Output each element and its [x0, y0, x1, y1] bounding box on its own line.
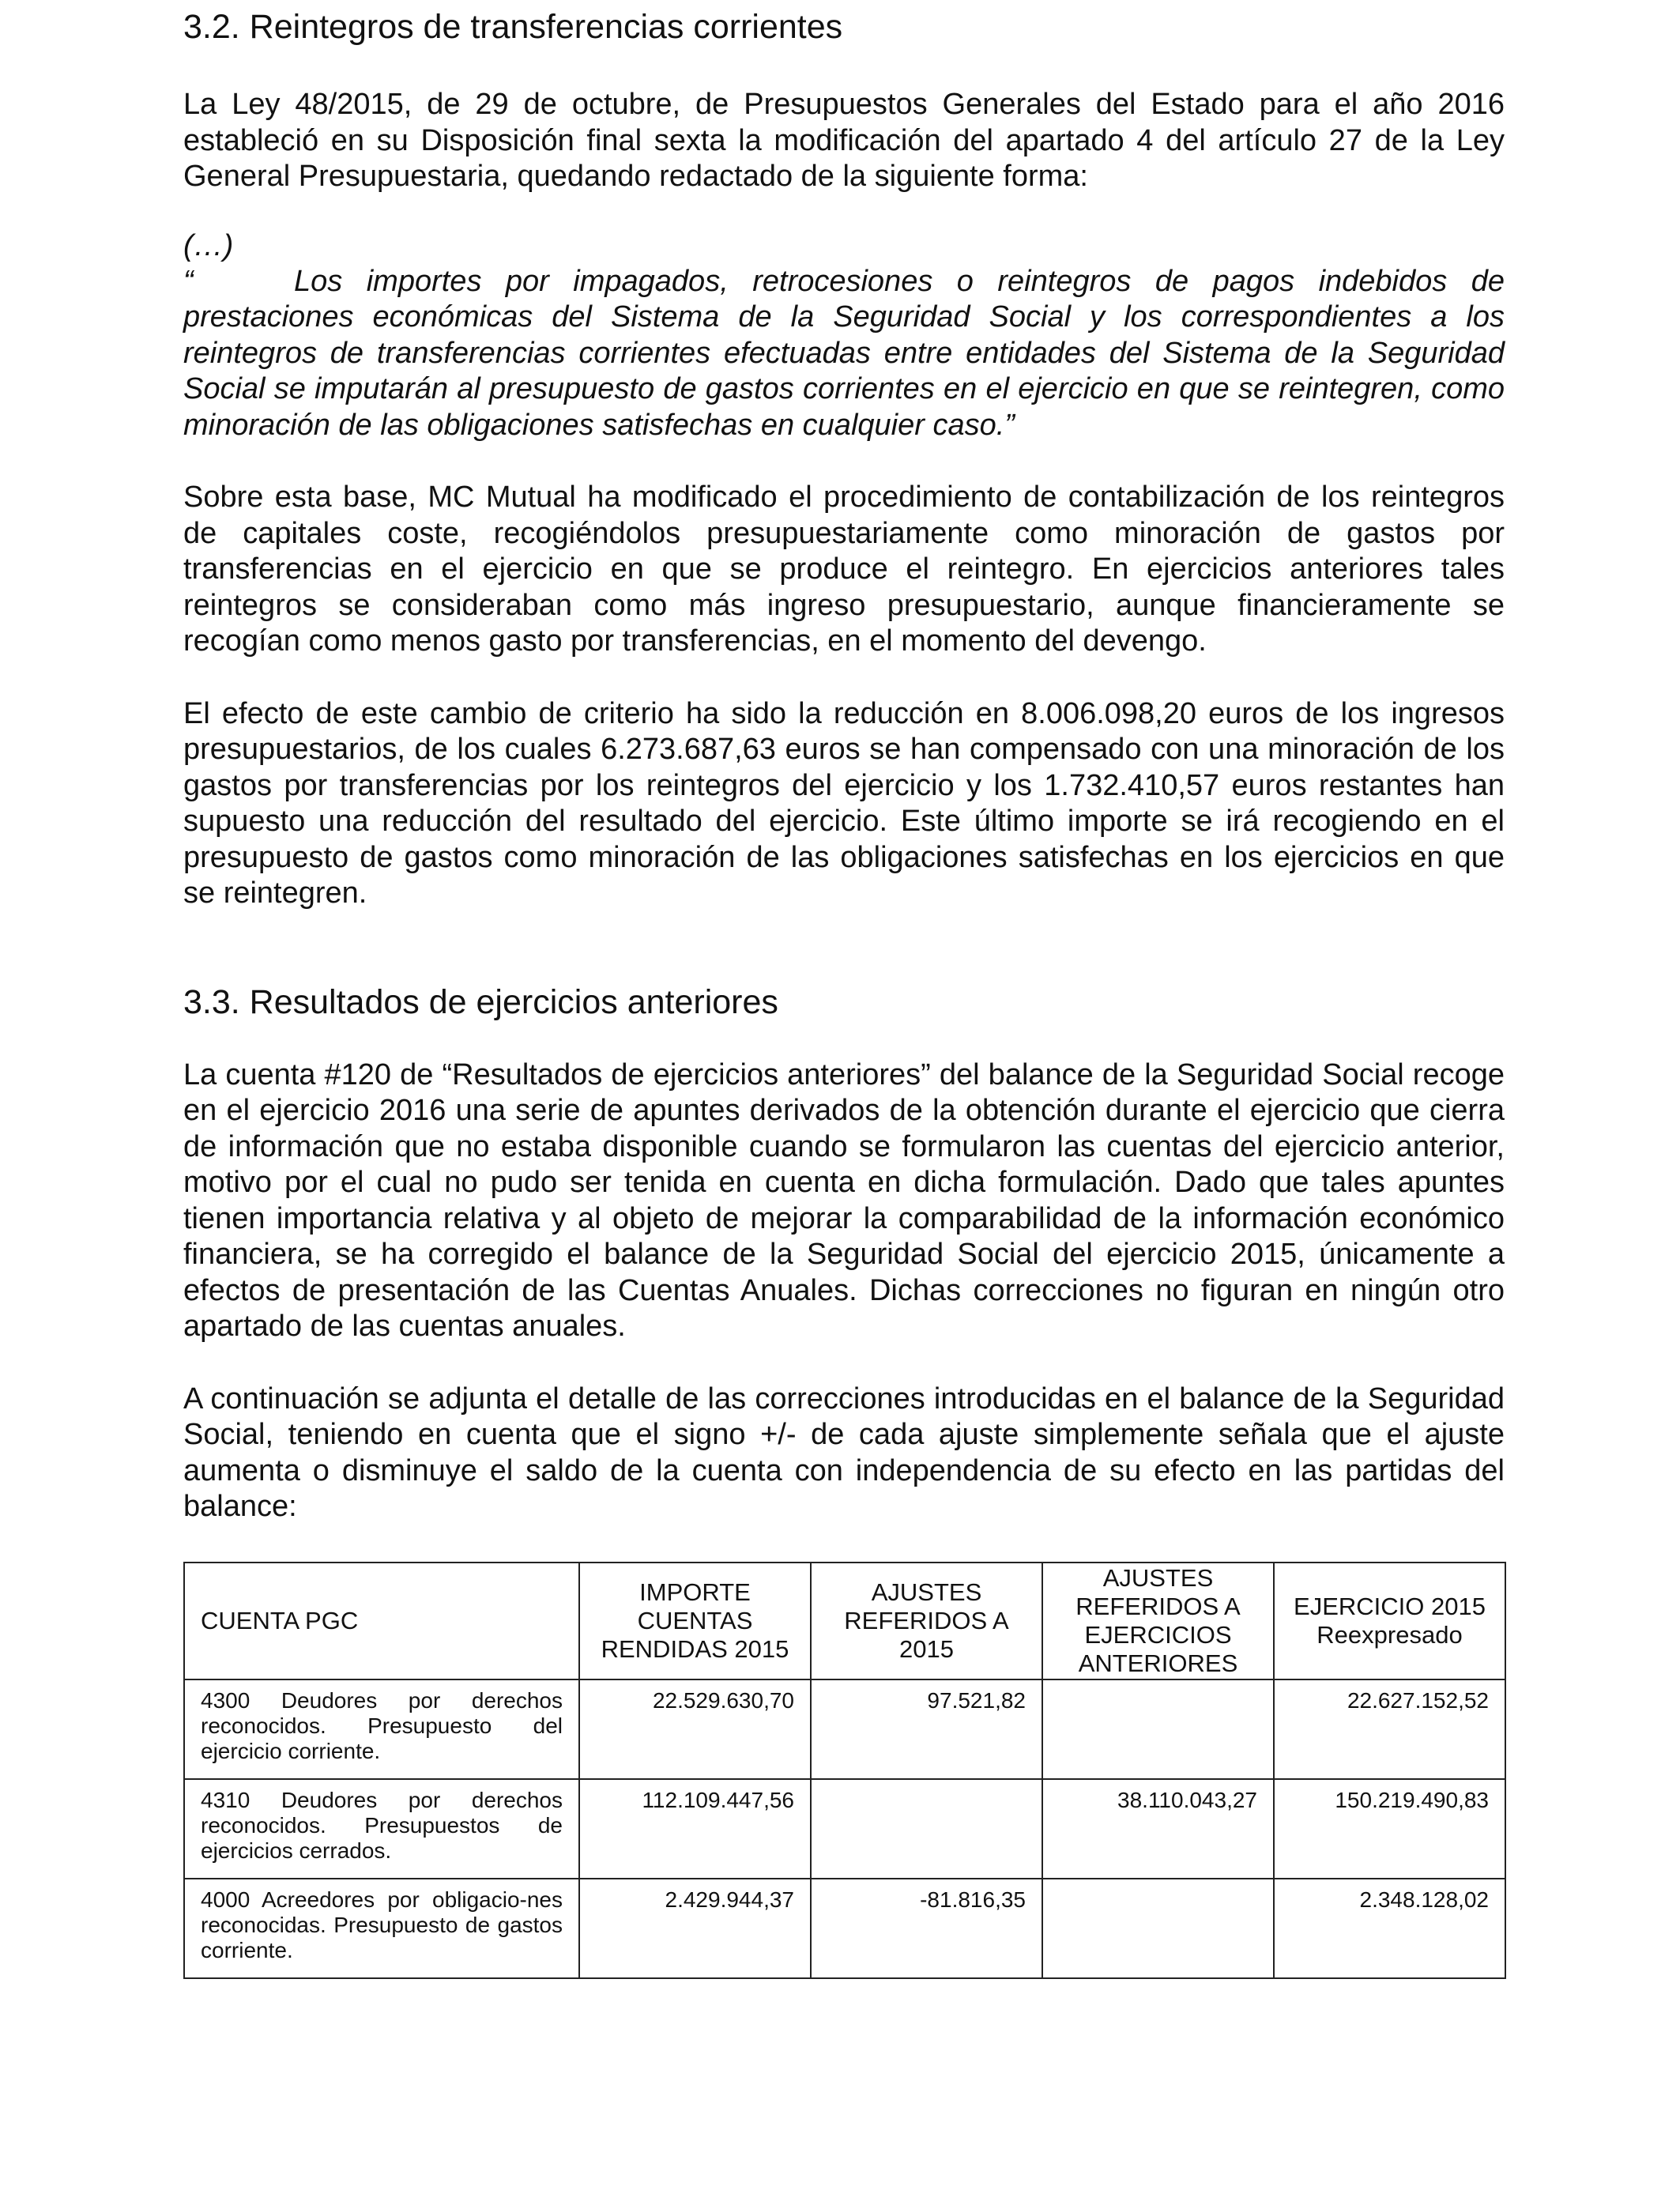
document-page [183, 0, 1505, 1979]
paragraph-corrections-intro: A continuación se adjunta el detalle de las correcciones introducidas en el balance de la Seguridad Social, teniendo en cuenta que el signo +/- de cada ajuste simplemente señala que el ajuste aumenta o disminuye el saldo de la cuenta con independencia de su efecto en las partidas del balance: [183, 1382, 1505, 1523]
cell-account: 4310 Deudores por derechos reconocidos. Presupuestos de ejercicios cerrados. [184, 1779, 579, 1879]
cell-ajuste-anteriores [1042, 1679, 1274, 1779]
table-row [184, 1879, 1505, 1978]
header-cuenta-pgc: CUENTA PGC [184, 1563, 579, 1679]
cell-ajuste-anteriores [1042, 1879, 1274, 1978]
cell-importe: 112.109.447,56 [579, 1779, 811, 1879]
cell-account: 4300 Deudores por derechos reconocidos. Presupuesto del ejercicio corriente. [184, 1679, 579, 1779]
table-header-row [184, 1563, 1505, 1679]
header-ajustes-anteriores: AJUSTES REFERIDOS A EJERCICIOS ANTERIORES [1042, 1563, 1274, 1679]
cell-ajuste-anteriores: 38.110.043,27 [1042, 1779, 1274, 1879]
paragraph-mc-mutual: Sobre esta base, MC Mutual ha modificado el procedimiento de contabilización de los reintegros de capitales coste, recogiéndolos presupuestariamente como minoración de gastos por transferencias en el ejercicio en que se produce el reintegro. En ejercicios anteriores tales reintegros se consideraban como más ingreso presupuestario, aunque financieramente se recogían como menos gasto por transferencias, en el momento del devengo. [183, 481, 1505, 658]
law-quote [183, 264, 1505, 444]
law-quote-text: Los importes por impagados, retrocesiones o reintegros de pagos indebidos de prestaciones económicas del Sistema de la Seguridad Social y los correspondientes a los reintegros de transferencias corrientes efectuadas entre entidades del Sistema de la Seguridad Social se imputarán al presupuesto de gastos corrientes en el ejercicio en que se reintegren, como minoración de las obligaciones satisfechas en cualquier caso.” [183, 264, 1505, 442]
paragraph-law-intro: La Ley 48/2015, de 29 de octubre, de Presupuestos Generales del Estado para el año 2016 estableció en su Disposición final sexta la modificación del apartado 4 del artículo 27 de la Ley General Presupuestaria, quedando redactado de la siguiente forma: [183, 88, 1505, 193]
cell-reexpresado: 150.219.490,83 [1274, 1779, 1505, 1879]
header-importe-rendidas: IMPORTE CUENTAS RENDIDAS 2015 [579, 1563, 811, 1679]
cell-ajuste-2015: -81.816,35 [811, 1879, 1042, 1978]
cell-importe: 22.529.630,70 [579, 1679, 811, 1779]
cell-ajuste-2015: 97.521,82 [811, 1679, 1042, 1779]
corrections-table [183, 1562, 1506, 1979]
cell-reexpresado: 2.348.128,02 [1274, 1879, 1505, 1978]
header-ejercicio-reexpresado: EJERCICIO 2015 Reexpresado [1274, 1563, 1505, 1679]
cell-ajuste-2015 [811, 1779, 1042, 1879]
cell-account: 4000 Acreedores por obligacio-nes reconocidas. Presupuesto de gastos corriente. [184, 1879, 579, 1978]
header-ajustes-2015: AJUSTES REFERIDOS A 2015 [811, 1563, 1042, 1679]
table-row [184, 1679, 1505, 1779]
cell-importe: 2.429.944,37 [579, 1879, 811, 1978]
quote-ellipsis: (…) [183, 228, 234, 262]
cell-reexpresado: 22.627.152,52 [1274, 1679, 1505, 1779]
section-heading-3-3: 3.3. Resultados de ejercicios anteriores [183, 982, 778, 1021]
table-row [184, 1779, 1505, 1879]
section-heading-3-2: 3.2. Reintegros de transferencias corrientes [183, 8, 843, 46]
quote-open-mark: “ [183, 264, 194, 298]
paragraph-effect: El efecto de este cambio de criterio ha sido la reducción en 8.006.098,20 euros de los ingresos presupuestarios, de los cuales 6.273.687,63 euros se han compensado con una minoración de los gastos por transferencias por los reintegros del ejercicio y los 1.732.410,57 euros restantes han supuesto una reducción del resultado del ejercicio. Este último importe se irá recogiendo en el presupuesto de gastos como minoración de las obligaciones satisfechas en los ejercicios en que se reintegren. [183, 696, 1505, 910]
paragraph-account-120: La cuenta #120 de “Resultados de ejercicios anteriores” del balance de la Seguridad Social recoge en el ejercicio 2016 una serie de apuntes derivados de la obtención durante el ejercicio que cierra de información que no estaba disponible cuando se formularon las cuentas del ejercicio anterior, motivo por el cual no pudo ser tenida en cuenta en dicha formulación. Dado que tales apuntes tienen importancia relativa y al objeto de mejorar la comparabilidad de la información económico financiera, se ha corregido el balance de la Seguridad Social del ejercicio 2015, únicamente a efectos de presentación de las Cuentas Anuales. Dichas correcciones no figuran en ningún otro apartado de las cuentas anuales. [183, 1057, 1505, 1343]
